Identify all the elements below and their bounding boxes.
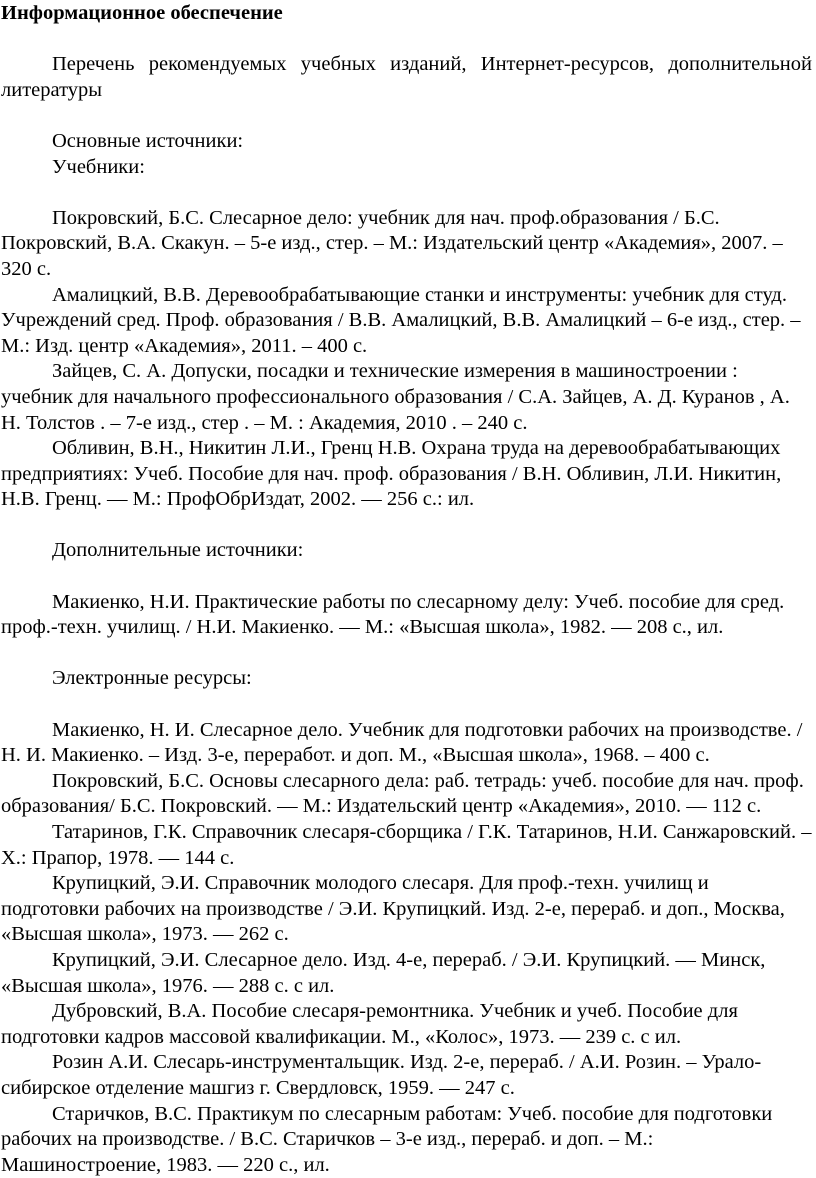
main-source-item: Амалицкий, В.В. Деревообрабатывающие станки и инструменты: учебник для студ. Учреждений сред. Проф. образования / В.В. Амалицкий, В.В. Амалицкий – 6-е изд., стер. – М.: Изд. центр «Академия», 2011. – 400 с. [1, 283, 801, 357]
electronic-resource-item: Макиенко, Н. И. Слесарное дело. Учебник для подготовки рабочих на производстве. / Н. И. Макиенко. – Изд. 3-е, переработ. и доп. М., «Высшая школа», 1968. – 400 с. [1, 718, 803, 767]
spacer [1, 692, 812, 718]
main-source-item: Покровский, Б.С. Слесарное дело: учебник для нач. проф.образования / Б.С. Покровский, В.А. Скакун. – 5-е изд., стер. – М.: Издательский центр «Академия», 2007. – 320 с. [1, 206, 783, 280]
main-sources-heading: Основные источники: [52, 129, 244, 152]
spacer [1, 564, 812, 590]
electronic-resource-item: Покровский, Б.С. Основы слесарного дела: раб. тетрадь: учеб. пособие для нач. проф. образования/ Б.С. Покровский. — М.: Издательский центр «Академия», 2010. — 112 с. [1, 769, 804, 818]
spacer [1, 180, 812, 206]
electronic-resources-heading: Электронные ресурсы: [52, 667, 252, 690]
electronic-resource-item: Старичков, В.С. Практикум по слесарным работам: Учеб. пособие для подготовки рабочих на производстве. / В.С. Старичков – 3-е изд., перераб. и доп. – М.: Машиностроение, 1983. ― 220 с., ил. [1, 1102, 773, 1176]
electronic-resource-item: Татаринов, Г.К. Справочник слесаря-сборщика / Г.К. Татаринов, Н.И. Санжаровский. – Х.: Прапор, 1978. — 144 с. [1, 821, 812, 869]
spacer [1, 641, 812, 667]
main-source-item: Зайцев, С. А. Допуски, посадки и технические измерения в машиностроении : учебник для начального профессионального образования / С.А. Зайцев, А. Д. Куранов , А. Н. Толстов . – 7-е изд., стер . – М. : Академия, 2010 . – 240 с. [1, 360, 790, 434]
main-source-item: Обливин, В.Н., Никитин Л.И., Гренц Н.В. Охрана труда на деревообрабатывающих предприятиях: Учеб. Пособие для нач. проф. образования / В.Н. Обливин, Л.И. Никитин, Н.В. Гренц. ― М.: ПрофОбрИздат, 2002. ― 256 с.: ил. [1, 437, 782, 511]
spacer [1, 103, 812, 129]
document-title: Информационное обеспечение [1, 2, 283, 24]
textbooks-heading: Учебники: [52, 155, 145, 178]
additional-sources-heading: Дополнительные источники: [52, 539, 304, 562]
additional-source-item: Макиенко, Н.И. Практические работы по слесарному делу: Учеб. пособие для сред. проф.-техн. училищ. / Н.И. Макиенко. ― М.: «Высшая школа», 1982. ― 208 с., ил. [1, 590, 785, 639]
electronic-resource-item: Дубровский, В.А. Пособие слесаря-ремонтника. Учебник и учеб. Пособие для подготовки кадров массовой квалификации. М., «Колос», 1973. — 239 с. с ил. [1, 1000, 738, 1048]
electronic-resource-item: Крупицкий, Э.И. Слесарное дело. Изд. 4-е, перераб. / Э.И. Крупицкий. — Минск, «Высшая школа», 1976. — 288 с. с ил. [1, 948, 766, 997]
spacer [1, 27, 812, 53]
electronic-resource-item: Розин А.И. Слесарь-инструментальщик. Изд. 2-е, перераб. / А.И. Розин. – Урало-сибирское отделение машгиз г. Свердловск, 1959. — 247 с. [1, 1051, 762, 1099]
spacer [1, 513, 812, 539]
intro-paragraph: Перечень рекомендуемых учебных изданий, Интернет-ресурсов, дополнительной литературы [1, 53, 812, 101]
electronic-resource-item: Крупицкий, Э.И. Справочник молодого слесаря. Для проф.-техн. училищ и подготовки рабочих на производстве / Э.И. Крупицкий. Изд. 2-е, перераб. и доп., Москва, «Высшая школа», 1973. — 262 с. [1, 872, 785, 946]
